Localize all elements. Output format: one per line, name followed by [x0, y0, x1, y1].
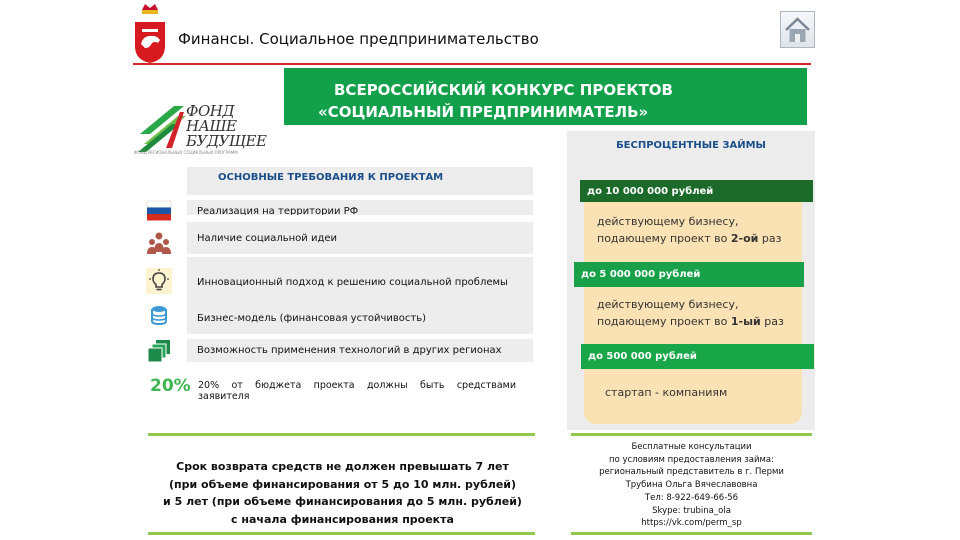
divider: [148, 532, 535, 535]
requirements-title: ОСНОВНЫЕ ТРЕБОВАНИЯ К ПРОЕКТАМ: [187, 167, 533, 195]
requirement-item: Возможность применения технологий в других регионах: [187, 339, 533, 362]
requirement-item: Инновационный подход к решению социальной проблемы: [187, 257, 533, 307]
note-line: Срок возврата средств не должен превышать 7 лет: [176, 460, 509, 473]
contact-link[interactable]: https://vk.com/perm_sp: [641, 518, 742, 529]
requirement-item: Реализация на территории РФ: [187, 200, 533, 215]
copy-squares-icon: [146, 338, 172, 364]
contact-line: Трубина Ольга Вячеславовна: [625, 480, 758, 491]
loan-desc-text: подающему проект во: [597, 315, 731, 328]
loans-title: БЕСПРОЦЕНТНЫЕ ЗАЙМЫ: [616, 140, 766, 151]
loan-desc-emphasis: 1-ый: [730, 315, 761, 328]
loan-desc-line: [597, 313, 784, 330]
fund-logo-text: [186, 104, 266, 149]
loan-desc-text: раз: [760, 315, 784, 328]
loan-desc-text: раз: [758, 232, 782, 245]
loan-desc-line: действующему бизнесу,: [597, 215, 739, 228]
header-divider: [133, 63, 811, 65]
note-line: и 5 лет (при объеме финансирования до 5 млн. рублей): [163, 495, 522, 508]
people-icon: [146, 230, 172, 256]
loan-amount-bar: до 10 000 000 рублей: [580, 180, 813, 202]
loan-desc-line: действующему бизнесу,: [597, 298, 739, 311]
loan-description: [597, 296, 784, 330]
loan-description: стартап - компаниям: [605, 386, 728, 399]
requirement-item: Наличие социальной идеи: [187, 222, 533, 254]
logo-subtitle: ФОНД РЕГИОНАЛЬНЫХ СОЦИАЛЬНЫХ ПРОГРАММ: [134, 150, 238, 155]
logo-line-1: ФОНД: [186, 102, 235, 120]
loan-desc-text: подающему проект во: [597, 232, 731, 245]
coins-icon: [146, 302, 172, 328]
budget-requirement-line-1: 20% от бюджета проекта должны быть средствами: [198, 380, 516, 391]
budget-requirement-line-2: заявителя: [198, 391, 250, 402]
contact-line: Бесплатные консультации: [631, 442, 752, 452]
divider: [571, 433, 812, 436]
budget-percent: 20%: [150, 376, 191, 396]
note-line: (при объеме финансирования от 5 до 10 млн. рублей): [168, 477, 517, 491]
banner-line-1: ВСЕРОССИЙСКИЙ КОНКУРС ПРОЕКТОВ: [334, 81, 673, 99]
contest-banner: [284, 68, 807, 125]
home-icon: [781, 12, 814, 47]
repayment-note: [150, 458, 535, 528]
russia-flag-icon: [146, 198, 172, 224]
perm-coat-of-arms-icon: [133, 2, 167, 64]
loan-desc-emphasis: 2-ой: [730, 232, 759, 245]
loan-amount-bar: до 500 000 рублей: [581, 344, 814, 369]
contacts-block: [571, 441, 812, 530]
contact-skype: Skype: trubina_ola: [652, 505, 731, 516]
logo-line-2: НАШЕ: [186, 117, 237, 135]
contact-line: по условиям предоставления займа:: [609, 454, 774, 465]
loan-amount-bar: до 5 000 000 рублей: [574, 262, 804, 287]
banner-line-2: «СОЦИАЛЬНЫЙ ПРЕДПРИНИМАТЕЛЬ»: [318, 103, 649, 121]
contact-line: региональный представитель в г. Перми: [599, 467, 784, 478]
divider: [571, 532, 812, 535]
note-line: с начала финансирования проекта: [231, 512, 454, 526]
divider: [148, 433, 535, 436]
contact-phone: Тел: 8-922-649-66-56: [644, 492, 739, 503]
loan-description: [597, 213, 781, 247]
loan-desc-line: [597, 230, 781, 247]
home-button[interactable]: [780, 11, 815, 48]
requirement-item: Бизнес-модель (финансовая устойчивость): [187, 302, 533, 334]
logo-line-3: БУДУЩЕЕ: [186, 132, 267, 150]
lightbulb-icon: [146, 268, 172, 294]
page-title: Финансы. Социальное предпринимательство: [178, 30, 539, 48]
